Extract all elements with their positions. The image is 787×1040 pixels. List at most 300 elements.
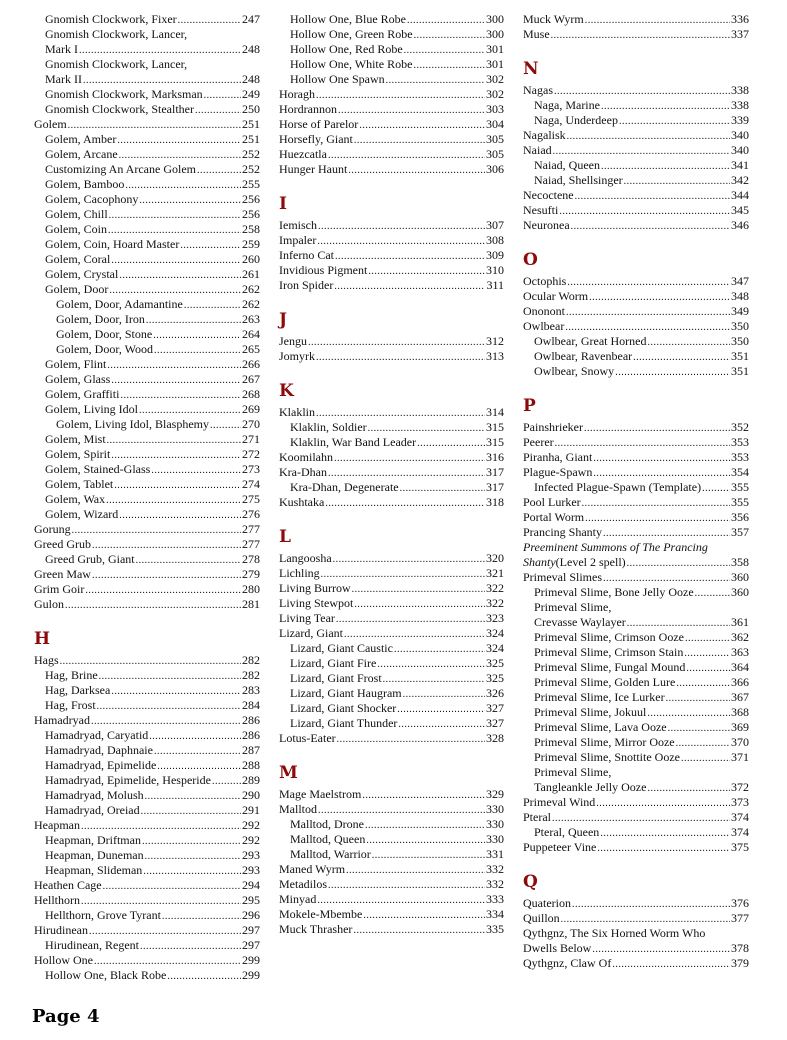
index-entry: [34, 653, 260, 668]
index-entry: [34, 417, 260, 432]
index-entry: [523, 304, 749, 319]
dot-leader: [210, 417, 241, 432]
entry-name: Koomilahn: [279, 450, 333, 464]
entry-name: Piranha, Giant: [523, 450, 593, 464]
section-letter-j: J: [279, 310, 288, 330]
entry-page-number: 349: [731, 304, 749, 318]
entry-name: Golem, Amber: [45, 132, 117, 146]
entry-page-number: 250: [242, 102, 260, 116]
entry-page-number: 327: [486, 716, 504, 730]
entry-page-number: 374: [731, 810, 749, 824]
entry-name: Golem, Door, Wood: [56, 342, 153, 356]
dot-leader: [394, 641, 485, 656]
index-entry: [34, 207, 260, 222]
index-entry: [523, 319, 749, 334]
index-entry: [523, 143, 749, 158]
section-letter-l: L: [279, 527, 291, 547]
entry-name: Primeval Slimes: [523, 570, 602, 584]
entry-page-number: 294: [242, 878, 260, 892]
index-entry: [279, 787, 504, 802]
entry-page-number: 274: [242, 477, 260, 491]
index-entry: [34, 42, 260, 57]
index-entry: [279, 132, 504, 147]
entry-name: Naga, Marine: [534, 98, 600, 112]
entry-page-number: 335: [486, 922, 504, 936]
index-entry: [523, 98, 749, 113]
dot-leader: [107, 432, 241, 447]
entry-page-number: 312: [486, 334, 504, 348]
entry-name: Octophis: [523, 274, 567, 288]
index-entry: [34, 833, 260, 848]
entry-page-number: 313: [486, 349, 504, 363]
index-entry: [523, 765, 749, 780]
dot-leader: [346, 862, 485, 877]
index-entry: [34, 432, 260, 447]
dot-leader: [363, 907, 485, 922]
entry-page-number: 258: [242, 222, 260, 236]
index-entry: [279, 551, 504, 566]
dot-leader: [91, 713, 241, 728]
entry-name: Neuronea: [523, 218, 570, 232]
dot-leader: [151, 462, 241, 477]
entry-name: Owlbear, Snowy: [534, 364, 615, 378]
entry-name: Primeval Slime, Golden Lure: [534, 675, 676, 689]
dot-leader: [117, 132, 241, 147]
dot-leader: [624, 173, 730, 188]
entry-name: Ocular Worm: [523, 289, 589, 303]
index-entry: [523, 585, 749, 600]
entry-page-number: 275: [242, 492, 260, 506]
entry-page-number: 288: [242, 758, 260, 772]
index-entry: [34, 162, 260, 177]
dot-leader: [325, 495, 485, 510]
entry-page-number: 341: [731, 158, 749, 172]
entry-name: Nesufti: [523, 203, 559, 217]
entry-page-number: 321: [486, 566, 504, 580]
entry-name: Golem, Door, Adamantine: [56, 297, 183, 311]
dot-leader: [92, 567, 241, 582]
entry-page-number: 260: [242, 252, 260, 266]
index-entry: [34, 357, 260, 372]
index-entry: [279, 581, 504, 596]
index-entry: [34, 402, 260, 417]
entry-name: Horagh: [279, 87, 315, 101]
entry-name: Hollow One, Blue Robe: [290, 12, 406, 26]
entry-name: Klaklin, Soldier: [290, 420, 367, 434]
dot-leader: [582, 495, 730, 510]
entry-page-number: 272: [242, 447, 260, 461]
entry-page-number: 344: [731, 188, 749, 202]
dot-leader: [612, 956, 730, 971]
dot-leader: [676, 735, 730, 750]
entry-name: Malltod, Warrior: [290, 847, 371, 861]
entry-page-number: 269: [242, 402, 260, 416]
entry-page-number: 263: [242, 312, 260, 326]
index-entry: [279, 596, 504, 611]
entry-page-number: 315: [486, 435, 504, 449]
entry-page-number: 346: [731, 218, 749, 232]
entry-page-number: 301: [486, 57, 504, 71]
index-entry: [34, 282, 260, 297]
entry-name: Lizard, Giant Fire: [290, 656, 377, 670]
index-entry: [279, 27, 504, 42]
index-entry: [34, 773, 260, 788]
index-entry: [34, 953, 260, 968]
index-entry: [279, 263, 504, 278]
section-letter-h: H: [34, 629, 51, 649]
entry-page-number: 271: [242, 432, 260, 446]
dot-leader: [601, 158, 730, 173]
dot-leader: [695, 585, 730, 600]
entry-name: Golem, Tablet: [45, 477, 114, 491]
entry-name: Living Stewpot: [279, 596, 354, 610]
dot-leader: [551, 27, 730, 42]
dot-leader: [603, 570, 730, 585]
entry-page-number: 251: [242, 117, 260, 131]
entry-page-number: 379: [731, 956, 749, 970]
entry-name: Qythgnz, The Six Horned Worm Who: [523, 926, 706, 940]
entry-page-number: 305: [486, 147, 504, 161]
entry-name: Primeval Slime, Lava Ooze: [534, 720, 667, 734]
entry-page-number: 249: [242, 87, 260, 101]
entry-page-number: 282: [242, 653, 260, 667]
index-entry: [279, 218, 504, 233]
entry-page-number: 345: [731, 203, 749, 217]
index-entry: [34, 327, 260, 342]
index-entry: [523, 926, 749, 941]
index-entry: [34, 222, 260, 237]
entry-page-number: 277: [242, 537, 260, 551]
entry-name: Hag, Darksea: [45, 683, 111, 697]
dot-leader: [79, 42, 241, 57]
entry-page-number: 361: [731, 615, 749, 629]
entry-name: Hollow One, Black Robe: [45, 968, 167, 982]
index-entry: [523, 274, 749, 289]
entry-page-number: 366: [731, 675, 749, 689]
index-entry: [279, 102, 504, 117]
dot-leader: [559, 203, 730, 218]
dot-leader: [308, 334, 485, 349]
entry-page-number: 350: [731, 319, 749, 333]
dot-leader: [601, 98, 730, 113]
entry-page-number: 284: [242, 698, 260, 712]
entry-page-number: 358: [731, 555, 749, 569]
index-entry: [279, 465, 504, 480]
entry-name: Lotus-Eater: [279, 731, 336, 745]
index-entry: [34, 848, 260, 863]
dot-leader: [178, 12, 241, 27]
index-entry: [34, 342, 260, 357]
entry-name: Owlbear, Ravenbear: [534, 349, 633, 363]
entry-name: Crevasse Waylayer: [534, 615, 626, 629]
entry-name: Golem, Chill: [45, 207, 108, 221]
dot-leader: [328, 147, 485, 162]
index-entry: [279, 922, 504, 937]
entry-name: Primeval Slime, Crimson Ooze: [534, 630, 684, 644]
entry-page-number: 273: [242, 462, 260, 476]
entry-name: Iemisch: [279, 218, 317, 232]
entry-name: Pteral: [523, 810, 551, 824]
entry-name: Qythgnz, Claw Of: [523, 956, 612, 970]
index-entry: [34, 87, 260, 102]
index-entry: [34, 132, 260, 147]
entry-name: Painshrieker: [523, 420, 583, 434]
entry-page-number: 355: [731, 495, 749, 509]
index-entry: [34, 788, 260, 803]
entry-name: Maned Wyrm: [279, 862, 346, 876]
entry-page-number: 348: [731, 289, 749, 303]
dot-leader: [668, 720, 730, 735]
index-entry: [523, 896, 749, 911]
index-entry: [523, 495, 749, 510]
index-entry: [523, 188, 749, 203]
dot-leader: [106, 492, 241, 507]
entry-name: Metadilos: [279, 877, 327, 891]
dot-leader: [139, 402, 241, 417]
entry-page-number: 354: [731, 465, 749, 479]
entry-name: Gnomish Clockwork, Fixer: [45, 12, 177, 26]
index-entry: [279, 405, 504, 420]
entry-name: Golem, Wax: [45, 492, 106, 506]
entry-page-number: 360: [731, 570, 749, 584]
entry-page-number: 280: [242, 582, 260, 596]
index-entry: [279, 57, 504, 72]
entry-page-number: 316: [486, 450, 504, 464]
entry-name: Heapman, Driftman: [45, 833, 141, 847]
index-entry: [279, 233, 504, 248]
entry-name: Heapman: [34, 818, 80, 832]
entry-name: Owlbear: [523, 319, 565, 333]
dot-leader: [333, 551, 485, 566]
entry-name: Tangleankle Jelly Ooze: [534, 780, 647, 794]
entry-name: Golem, Door: [45, 282, 109, 296]
entry-name: Lizard, Giant Thunder: [290, 716, 398, 730]
dot-leader: [146, 312, 241, 327]
entry-page-number: 262: [242, 297, 260, 311]
entry-page-number: 339: [731, 113, 749, 127]
dot-leader: [109, 207, 241, 222]
entry-page-number: 266: [242, 357, 260, 371]
entry-name: Lizard, Giant Frost: [290, 671, 382, 685]
entry-page-number: 378: [731, 941, 749, 955]
entry-page-number: 351: [731, 349, 749, 363]
entry-name: Gnomish Clockwork, Stealther: [45, 102, 194, 116]
index-entry: [523, 780, 749, 795]
entry-name: Golem, Living Idol, Blasphemy: [56, 417, 209, 431]
entry-name: Golem, Coral: [45, 252, 111, 266]
dot-leader: [554, 83, 730, 98]
entry-page-number: 302: [486, 72, 504, 86]
dot-leader: [336, 611, 485, 626]
entry-page-number: 367: [731, 690, 749, 704]
entry-name: Primeval Slime, Fungal Mound: [534, 660, 686, 674]
index-entry: [523, 334, 749, 349]
entry-page-number: 351: [731, 364, 749, 378]
entry-name: Naiad, Queen: [534, 158, 600, 172]
entry-page-number: 281: [242, 597, 260, 611]
dot-leader: [567, 128, 730, 143]
index-entry: [523, 675, 749, 690]
index-entry: [523, 435, 749, 450]
dot-leader: [334, 278, 485, 293]
index-entry: [34, 477, 260, 492]
dot-leader: [359, 117, 485, 132]
dot-leader: [125, 177, 241, 192]
dot-leader: [365, 817, 485, 832]
index-entry: [279, 480, 504, 495]
entry-name: Golem, Door, Iron: [56, 312, 145, 326]
index-entry: [34, 72, 260, 87]
entry-name: Preeminent Summons of The Prancing: [523, 540, 708, 554]
index-entry: [523, 540, 749, 555]
entry-page-number: 332: [486, 877, 504, 891]
entry-page-number: 377: [731, 911, 749, 925]
dot-leader: [600, 825, 730, 840]
entry-page-number: 375: [731, 840, 749, 854]
entry-name: Living Burrow: [279, 581, 351, 595]
entry-name: Hirudinean, Regent: [45, 938, 139, 952]
index-entry: [34, 567, 260, 582]
index-entry: [34, 698, 260, 713]
index-entry: [523, 555, 749, 570]
entry-name: Primeval Slime, Snottite Ooze: [534, 750, 680, 764]
index-entry: [34, 537, 260, 552]
dot-leader: [111, 372, 241, 387]
entry-name: Nagas: [523, 83, 553, 97]
index-entry: [34, 923, 260, 938]
entry-name: Kra-Dhan: [279, 465, 327, 479]
index-entry: [279, 450, 504, 465]
index-entry: [523, 660, 749, 675]
entry-name: Hollow One, Red Robe: [290, 42, 403, 56]
entry-page-number: 259: [242, 237, 260, 251]
entry-page-number: 331: [486, 847, 504, 861]
entry-name: Heapman, Duneman: [45, 848, 144, 862]
index-entry: [34, 447, 260, 462]
entry-name: Heathen Cage: [34, 878, 102, 892]
entry-name: Golem, Crystal: [45, 267, 119, 281]
index-entry: [279, 87, 504, 102]
entry-name: Golem, Wizard: [45, 507, 119, 521]
dot-leader: [685, 630, 730, 645]
dot-leader: [89, 923, 241, 938]
entry-page-number: 268: [242, 387, 260, 401]
entry-page-number: 360: [731, 585, 749, 599]
entry-name: Lichling: [279, 566, 320, 580]
dot-leader: [414, 27, 485, 42]
entry-name: Owlbear, Great Horned: [534, 334, 647, 348]
index-entry: [34, 597, 260, 612]
dot-leader: [407, 12, 485, 27]
entry-name: Golem, Cacophony: [45, 192, 139, 206]
entry-name: Shanty: [523, 555, 556, 569]
index-entry: [34, 507, 260, 522]
entry-page-number: 248: [242, 72, 260, 86]
entry-page-number: 297: [242, 938, 260, 952]
entry-page-number: 315: [486, 420, 504, 434]
entry-name: Hags: [34, 653, 59, 667]
index-entry: [279, 566, 504, 581]
entry-page-number: 324: [486, 626, 504, 640]
entry-page-number: 333: [486, 892, 504, 906]
entry-name: Nagalisk: [523, 128, 566, 142]
entry-page-number: 302: [486, 87, 504, 101]
index-entry: [279, 147, 504, 162]
entry-name: Gnomish Clockwork, Lancer,: [45, 57, 188, 71]
entry-page-number: 265: [242, 342, 260, 356]
entry-name: Living Tear: [279, 611, 335, 625]
entry-page-number: 322: [486, 581, 504, 595]
entry-name: Quaterion: [523, 896, 571, 910]
dot-leader: [162, 908, 241, 923]
dot-leader: [119, 147, 241, 162]
dot-leader: [154, 342, 241, 357]
entry-page-number: 252: [242, 162, 260, 176]
index-entry: [279, 802, 504, 817]
entry-name: Hirudinean: [34, 923, 88, 937]
dot-leader: [413, 57, 485, 72]
index-entry: [34, 968, 260, 983]
entry-name: Hordrannon: [279, 102, 337, 116]
dot-leader: [633, 349, 730, 364]
dot-leader: [565, 319, 730, 334]
index-entry: [34, 522, 260, 537]
entry-page-number: 340: [731, 143, 749, 157]
entry-page-number: 278: [242, 552, 260, 566]
entry-name: Hag, Frost: [45, 698, 96, 712]
entry-page-number: 300: [486, 12, 504, 26]
index-entry: [34, 552, 260, 567]
index-entry: [523, 27, 749, 42]
entry-page-number: 301: [486, 42, 504, 56]
entry-page-number: 299: [242, 968, 260, 982]
index-entry: [34, 728, 260, 743]
entry-name: Greed Grub: [34, 537, 91, 551]
index-entry: [34, 818, 260, 833]
index-entry: [523, 735, 749, 750]
entry-name: Lizard, Giant Haugram: [290, 686, 402, 700]
dot-leader: [99, 668, 241, 683]
dot-leader: [316, 87, 485, 102]
index-entry: [523, 450, 749, 465]
entry-page-number: 248: [242, 42, 260, 56]
dot-leader: [615, 364, 730, 379]
index-entry: [523, 600, 749, 615]
entry-name: Primeval Slime,: [534, 765, 612, 779]
entry-page-number: 256: [242, 207, 260, 221]
dot-leader: [114, 477, 241, 492]
dot-leader: [400, 480, 485, 495]
index-entry: [34, 582, 260, 597]
dot-leader: [60, 653, 241, 668]
index-entry: [279, 248, 504, 263]
dot-leader: [702, 480, 730, 495]
dot-leader: [368, 420, 485, 435]
index-entry: [34, 492, 260, 507]
entry-name: Minyad: [279, 892, 317, 906]
dot-leader: [328, 465, 485, 480]
index-entry: [34, 387, 260, 402]
index-entry: [279, 495, 504, 510]
index-entry: [279, 817, 504, 832]
entry-page-number: 320: [486, 551, 504, 565]
index-entry: [523, 630, 749, 645]
entry-name: Mark II: [45, 72, 82, 86]
entry-page-number: 276: [242, 507, 260, 521]
section-letter-p: P: [523, 396, 536, 416]
entry-name-suffix: (Level 2 spell): [555, 555, 626, 569]
dot-leader: [593, 450, 730, 465]
